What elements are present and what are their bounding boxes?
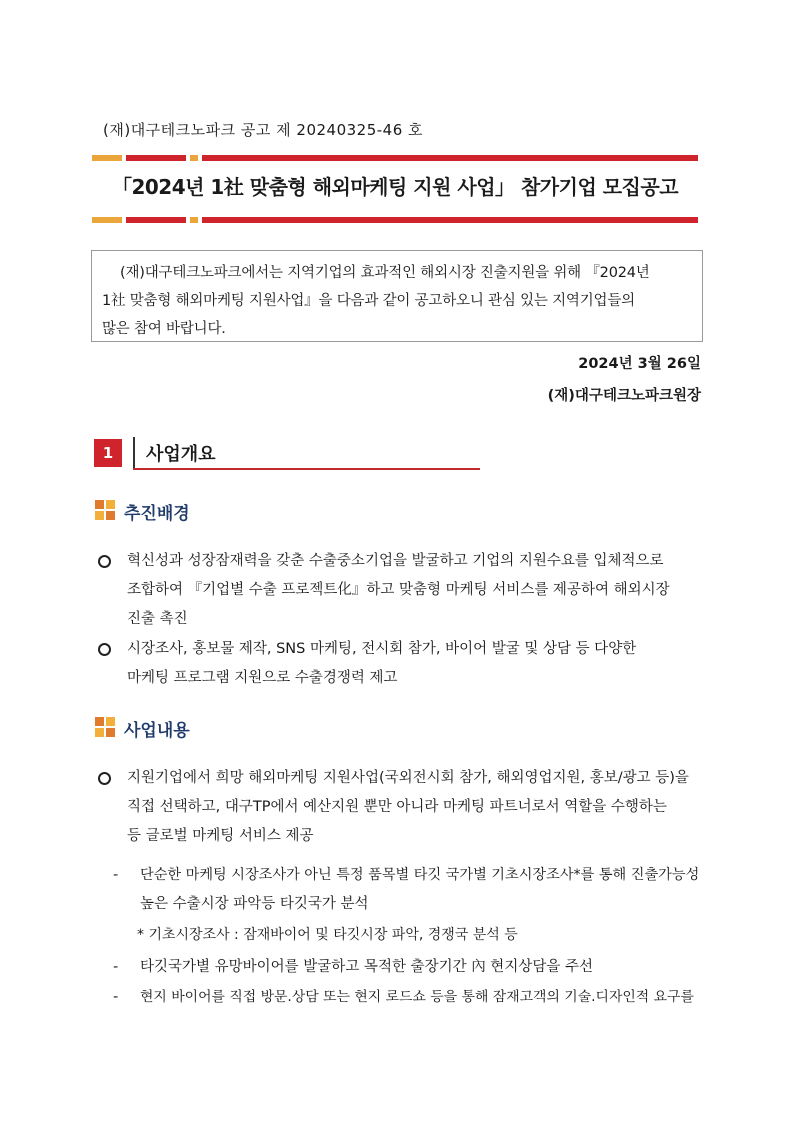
intro-line: 1社 맞춤형 해외마케팅 지원사업』을 다음과 같이 공고하오니 관심 있는 지역기업들의 xyxy=(102,293,635,309)
intro-line: (재)대구테크노파크에서는 지역기업의 효과적인 해외시장 진출지원을 위해 『2024년 xyxy=(120,265,650,281)
intro-box xyxy=(91,250,703,342)
bullet-line: 등 글로벌 마케팅 서비스 제공 xyxy=(127,828,314,844)
circle-bullet-icon xyxy=(98,772,111,785)
bullet-line: 지원기업에서 희망 해외마케팅 지원사업(국외전시회 참가, 해외영업지원, 홍보/광고 등)을 xyxy=(127,770,689,786)
subsection-title-background: 추진배경 xyxy=(124,504,190,524)
dash-item xyxy=(113,953,705,982)
bullet-line: 조합하여 『기업별 수출 프로젝트化』하고 맞춤형 마케팅 서비스를 제공하여 해외시장 xyxy=(127,582,670,598)
dash-line: 현지 바이어를 직접 방문.상담 또는 현지 로드쇼 등을 통해 잠재고객의 기술.디자인적 요구를 xyxy=(140,989,694,1005)
dash-line: 단순한 마케팅 시장조사가 아닌 특정 품목별 타깃 국가별 기초시장조사*를 통해 진출가능성 xyxy=(140,867,700,883)
bullet-line: 마케팅 프로그램 지원으로 수출경쟁력 제고 xyxy=(127,670,398,686)
dash-mark: - xyxy=(113,959,119,975)
square-grid-icon xyxy=(95,717,115,737)
list-item xyxy=(98,547,704,634)
footnote: * 기초시장조사 : 잠재바이어 및 타깃시장 파악, 경쟁국 분석 등 xyxy=(137,927,518,943)
dash-item xyxy=(113,983,705,1012)
notice-number: (재)대구테크노파크 공고 제 20240325-46 호 xyxy=(103,121,424,139)
bullet-line: 시장조사, 홍보물 제작, SNS 마케팅, 전시회 참가, 바이어 발굴 및 상담 등 다양한 xyxy=(127,641,637,657)
dash-line: 타깃국가별 유망바이어를 발굴하고 목적한 출장기간 內 현지상담을 주선 xyxy=(140,959,593,975)
list-item xyxy=(98,764,704,851)
section-number-badge: 1 xyxy=(94,439,122,467)
section-title: 사업개요 xyxy=(146,444,216,465)
dash-mark: - xyxy=(113,989,119,1005)
bullet-line: 혁신성과 성장잠재력을 갖춘 수출중소기업을 발굴하고 기업의 지원수요를 입체적으로 xyxy=(127,553,664,569)
page-title: 「2024년 1社 맞춤형 해외마케팅 지원 사업」 참가기업 모집공고 xyxy=(111,175,679,199)
bullet-line: 직접 선택하고, 대구TP에서 예산지원 뿐만 아니라 마케팅 파트너로서 역할을 수행하는 xyxy=(127,799,667,815)
dash-mark: - xyxy=(113,867,119,883)
title-rule-bottom xyxy=(92,217,698,223)
section-underline xyxy=(133,468,480,470)
issuing-org: (재)대구테크노파크원장 xyxy=(547,388,701,404)
title-rule-top xyxy=(92,155,698,161)
notice-date: 2024년 3월 26일 xyxy=(578,356,701,372)
section-divider xyxy=(133,437,135,469)
dash-line: 높은 수출시장 파악등 타깃국가 분석 xyxy=(140,896,369,912)
bullet-line: 진출 촉진 xyxy=(127,611,188,627)
circle-bullet-icon xyxy=(98,643,111,656)
subsection-title-content: 사업내용 xyxy=(124,721,190,741)
dash-item xyxy=(113,861,705,919)
intro-line: 많은 참여 바랍니다. xyxy=(102,321,226,337)
square-grid-icon xyxy=(95,500,115,520)
list-item xyxy=(98,635,704,693)
circle-bullet-icon xyxy=(98,555,111,568)
